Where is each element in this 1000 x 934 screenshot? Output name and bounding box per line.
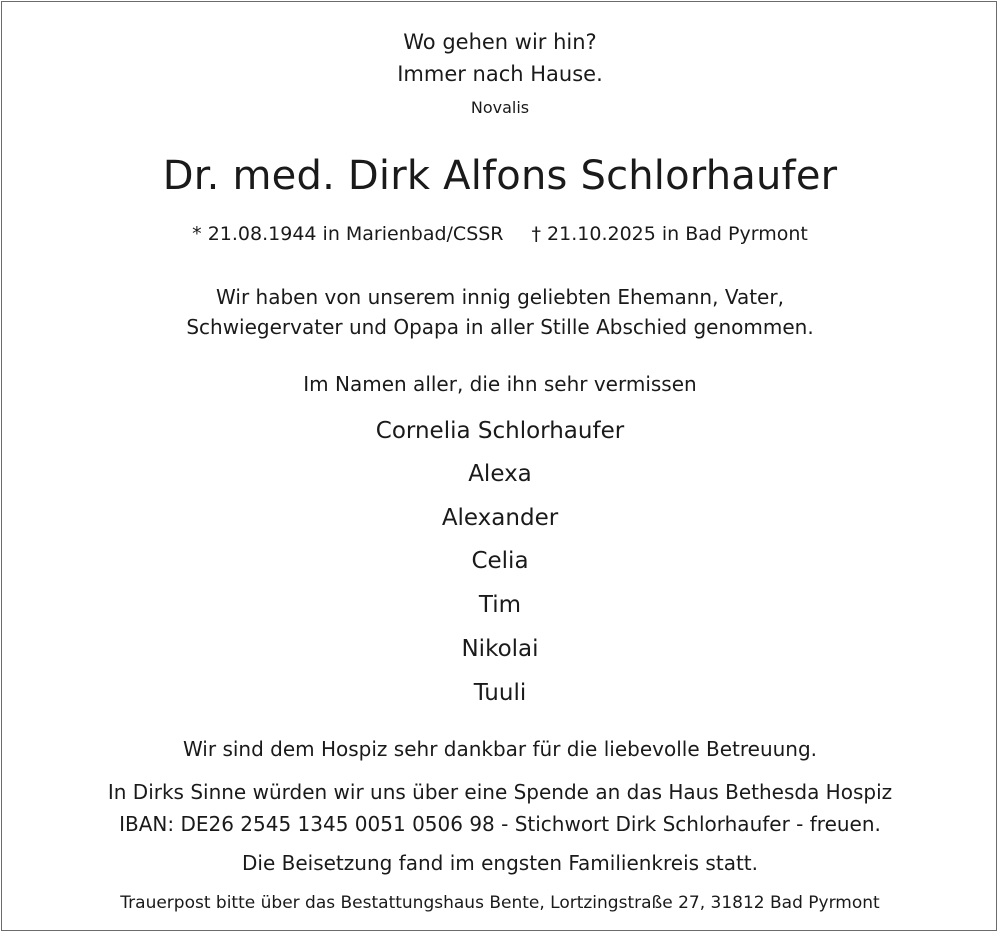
motto-line-1: Wo gehen wir hin? [403, 30, 597, 54]
mourner-name: Alexander [441, 505, 559, 531]
on-behalf-text: Im Namen aller, die ihn sehr vermissen [303, 372, 697, 396]
message-line-1: Wir haben von unserem innig geliebten Ehemann, Vater, [216, 285, 784, 309]
burial-text: Die Beisetzung fand im engsten Familienkreis statt. [242, 851, 758, 875]
motto-line-2: Immer nach Hause. [397, 62, 603, 86]
birth-date: * 21.08.1944 in Marienbad/CSSR [192, 223, 504, 245]
donation-line-2: IBAN: DE26 2545 1345 0051 0506 98 - Stichwort Dirk Schlorhaufer - freuen. [119, 812, 881, 836]
donation-line-1: In Dirks Sinne würden wir uns über eine Spende an das Haus Bethesda Hospiz [107, 780, 893, 804]
mourner-name: Cornelia Schlorhaufer [375, 418, 625, 444]
death-date: † 21.10.2025 in Bad Pyrmont [531, 223, 808, 245]
mourner-name: Tim [478, 592, 522, 618]
mourner-name: Celia [471, 548, 529, 574]
mourner-name: Alexa [468, 461, 532, 487]
mourner-name: Tuuli [473, 680, 527, 706]
message-line-2: Schwiegervater und Opapa in aller Stille Abschied genommen. [186, 315, 814, 339]
footer-contact: Trauerpost bitte über das Bestattungshaus Bente, Lortzingstraße 27, 31812 Bad Pyrmont [120, 893, 880, 913]
deceased-name: Dr. med. Dirk Alfons Schlorhaufer [162, 153, 838, 199]
life-dates [0, 225, 1000, 244]
thanks-text: Wir sind dem Hospiz sehr dankbar für die liebevolle Betreuung. [182, 737, 818, 761]
motto-author: Novalis [470, 98, 530, 117]
mourner-name: Nikolai [461, 636, 539, 662]
